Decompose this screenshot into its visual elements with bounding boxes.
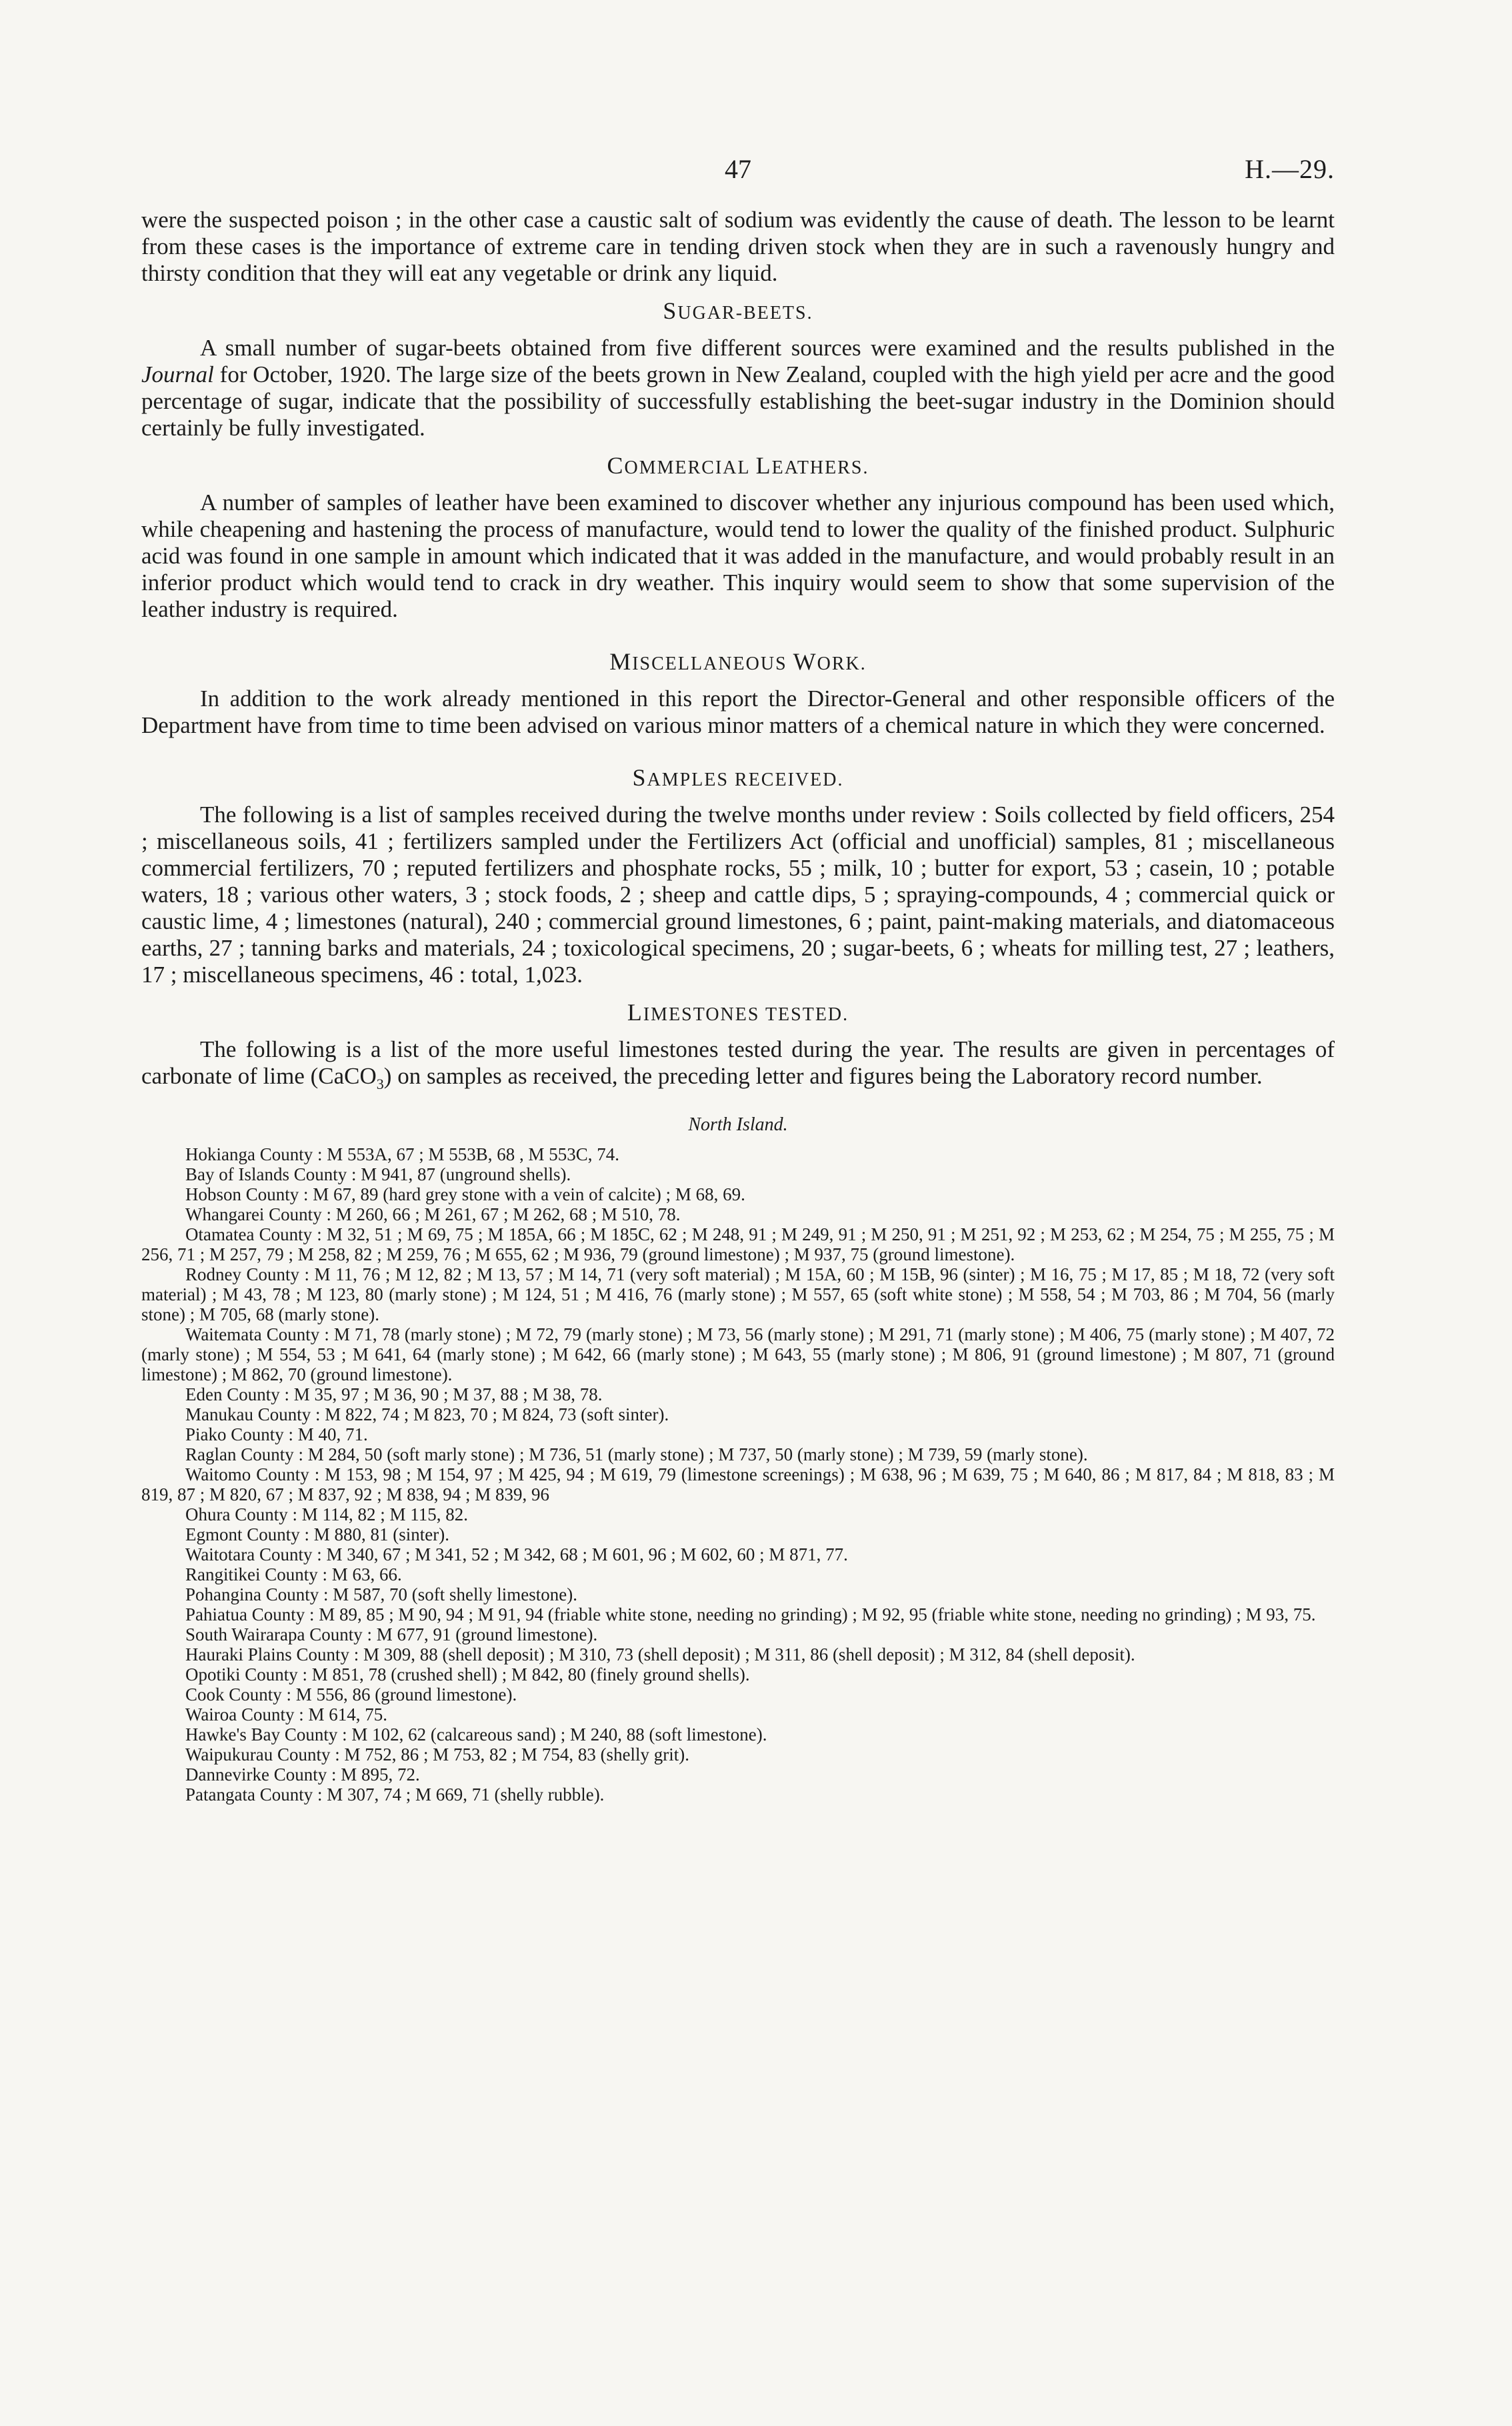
limestone-entry: Pohangina County : M 587, 70 (soft shelly limestone). <box>185 1584 577 1604</box>
limestone-entry: Opotiki County : M 851, 78 (crushed shell) ; M 842, 80 (finely ground shells). <box>185 1664 750 1684</box>
paragraph-commercial-leathers: A number of samples of leather have been examined to discover whether any injurious compound has been used which, while cheapening and hastening the process of manufacture, would tend to lower the quality of the finished product. Sulphuric acid was found in one sample in amount which indicated that it was added in the manufacture, and would probably result in an inferior product which would tend to crack in dry weather. This inquiry would seem to show that some supervision of the leather industry is required. <box>141 489 1335 622</box>
limestone-entry: Dannevirke County : M 895, 72. <box>185 1764 420 1784</box>
paragraph-samples-received: The following is a list of samples received during the twelve months under review : Soils collected by field officers, 254 ; miscellaneous soils, 41 ; fertilizers sampled under the Fertilizers Act (official and unofficial) samples, 81 ; miscellaneous commercial fertilizers, 70 ; reputed fertilizers and phosphate rocks, 55 ; milk, 10 ; butter for export, 53 ; casein, 10 ; potable waters, 18 ; various other waters, 3 ; stock foods, 2 ; sheep and cattle dips, 5 ; spraying-compounds, 4 ; commercial quick or caustic lime, 4 ; limestones (natural), 240 ; commercial ground limestones, 6 ; paint, paint-making materials, and diatomaceous earths, 27 ; tanning barks and materials, 24 ; toxicological specimens, 20 ; sugar-beets, 6 ; wheats for milling test, 27 ; leathers, 17 ; miscellaneous specimens, 46 : total, 1,023. <box>141 802 1335 988</box>
paragraph-sugar-beets: A small number of sugar-beets obtained from five different sources were examined and the results published in the Journal for October, 1920. The large size of the beets grown in New Zealand, coupled with the high yield per acre and the good percentage of sugar, indicate that the possibility of successfully establishing the beet-sugar industry in the Dominion should certainly be fully investigated. <box>141 335 1335 441</box>
heading-samples-received: SAMPLES RECEIVED. <box>632 764 844 791</box>
limestone-entry: Wairoa County : M 614, 75. <box>185 1704 388 1724</box>
limestone-entry: Cook County : M 556, 86 (ground limestone). <box>185 1684 517 1704</box>
limestone-entry: Hauraki Plains County : M 309, 88 (shell deposit) ; M 310, 73 (shell deposit) ; M 311, 86 (shell deposit) ; M 312, 84 (shell deposit). <box>185 1644 1135 1664</box>
paragraph-miscellaneous-work: In addition to the work already mentioned in this report the Director-General and other responsible officers of the Department have from time to time been advised on various minor matters of a chemical nature in which they were concerned. <box>141 686 1335 738</box>
limestone-entry: Rodney County : M 11, 76 ; M 12, 82 ; M 13, 57 ; M 14, 71 (very soft material) ; M 15A, 60 ; M 15B, 96 (sinter) ; M 16, 75 ; M 17, 85 ; M 18, 72 (very soft material) ; M 43, 78 ; M 123, 80 (marly stone) ; M 124, 51 ; M 416, 76 (marly stone) ; M 557, 65 (soft white stone) ; M 558, 54 ; M 703, 86 ; M 704, 56 (marly stone) ; M 705, 68 (marly stone). <box>141 1264 1335 1324</box>
limestone-entry: Waitotara County : M 340, 67 ; M 341, 52 ; M 342, 68 ; M 601, 96 ; M 602, 60 ; M 871, 77. <box>185 1544 848 1564</box>
limestone-entry: Piako County : M 40, 71. <box>185 1424 368 1444</box>
limestone-entry: Ohura County : M 114, 82 ; M 115, 82. <box>185 1504 468 1524</box>
limestone-entry: Otamatea County : M 32, 51 ; M 69, 75 ; M 185A, 66 ; M 185C, 62 ; M 248, 91 ; M 249, 91 ; M 250, 91 ; M 251, 92 ; M 253, 62 ; M 254, 75 ; M 255, 75 ; M 256, 71 ; M 257, 79 ; M 258, 82 ; M 259, 76 ; M 655, 62 ; M 936, 79 (ground limestone) ; M 937, 75 (ground limestone). <box>141 1224 1335 1264</box>
heading-miscellaneous-work: MISCELLANEOUS WORK. <box>609 648 867 675</box>
limestone-entry: Rangitikei County : M 63, 66. <box>185 1564 402 1584</box>
heading-commercial-leathers: COMMERCIAL LEATHERS. <box>607 452 869 479</box>
page-header <box>141 153 1335 207</box>
document-reference: H.—29. <box>1245 154 1335 184</box>
heading-sugar-beets: SUGAR-BEETS. <box>663 297 813 324</box>
paragraph-limestones-tested: The following is a list of the more useful limestones tested during the year. The results are given in percentages of carbonate of lime (CaCO$_3$) on samples as received, the preceding letter and figures being the Laboratory record number. <box>141 1036 1335 1092</box>
limestone-entry: Hobson County : M 67, 89 (hard grey stone with a vein of calcite) ; M 68, 69. <box>185 1184 745 1204</box>
intro-paragraph: were the suspected poison ; in the other case a caustic salt of sodium was evidently the cause of death. The lesson to be learnt from these cases is the importance of extreme care in tending driven stock when they are in such a ravenously hungry and thirsty condition that they will eat any vegetable or drink any liquid. <box>141 207 1335 286</box>
limestone-entry: Bay of Islands County : M 941, 87 (unground shells). <box>185 1164 571 1184</box>
document-page <box>141 153 1335 1804</box>
limestone-entry: South Wairarapa County : M 677, 91 (ground limestone). <box>185 1624 598 1644</box>
heading-limestones-tested: LIMESTONES TESTED. <box>627 999 849 1026</box>
limestone-entry: Egmont County : M 880, 81 (sinter). <box>185 1524 449 1544</box>
subheading-north-island: North Island. <box>688 1114 788 1135</box>
limestone-entry: Hokianga County : M 553A, 67 ; M 553B, 68 , M 553C, 74. <box>185 1144 620 1164</box>
limestone-entry: Pahiatua County : M 89, 85 ; M 90, 94 ; M 91, 94 (friable white stone, needing no grinding) ; M 92, 95 (friable white stone, needing no grinding) ; M 93, 75. <box>185 1604 1316 1624</box>
limestone-entry: Waipukurau County : M 752, 86 ; M 753, 82 ; M 754, 83 (shelly grit). <box>185 1744 690 1764</box>
limestone-entry: Whangarei County : M 260, 66 ; M 261, 67 ; M 262, 68 ; M 510, 78. <box>185 1204 681 1224</box>
limestone-entry: Raglan County : M 284, 50 (soft marly stone) ; M 736, 51 (marly stone) ; M 737, 50 (marly stone) ; M 739, 59 (marly stone). <box>185 1444 1088 1464</box>
limestone-entry: Waitomo County : M 153, 98 ; M 154, 97 ; M 425, 94 ; M 619, 79 (limestone screenings) ; M 638, 96 ; M 639, 75 ; M 640, 86 ; M 817, 84 ; M 818, 83 ; M 819, 87 ; M 820, 67 ; M 837, 92 ; M 838, 94 ; M 839, 96 <box>141 1464 1335 1504</box>
limestone-entry: Manukau County : M 822, 74 ; M 823, 70 ; M 824, 73 (soft sinter). <box>185 1404 669 1424</box>
limestone-entry: Hawke's Bay County : M 102, 62 (calcareous sand) ; M 240, 88 (soft limestone). <box>185 1724 767 1744</box>
page-number: 47 <box>725 154 751 184</box>
limestone-entry: Patangata County : M 307, 74 ; M 669, 71 (shelly rubble). <box>185 1784 605 1804</box>
limestone-entry: Eden County : M 35, 97 ; M 36, 90 ; M 37, 88 ; M 38, 78. <box>185 1384 603 1404</box>
limestone-entry: Waitemata County : M 71, 78 (marly stone) ; M 72, 79 (marly stone) ; M 73, 56 (marly stone) ; M 291, 71 (marly stone) ; M 406, 75 (marly stone) ; M 407, 72 (marly stone) ; M 554, 53 ; M 641, 64 (marly stone) ; M 642, 66 (marly stone) ; M 643, 55 (marly stone) ; M 806, 91 (ground limestone) ; M 807, 71 (ground limestone) ; M 862, 70 (ground limestone). <box>141 1324 1335 1384</box>
limestone-list <box>141 1144 1335 1804</box>
journal-title: Journal <box>141 361 214 387</box>
